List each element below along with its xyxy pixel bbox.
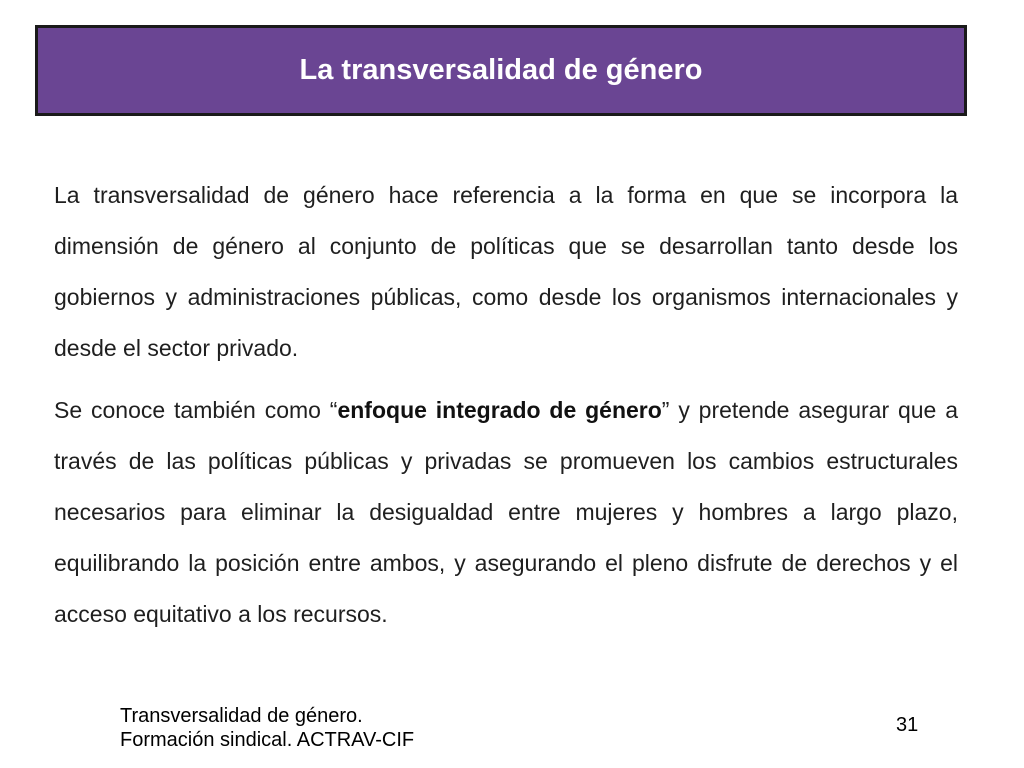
title-banner [35, 25, 967, 116]
paragraph-definition: La transversalidad de género hace referencia a la forma en que se incorpora la dimensión de género al conjunto de políticas que se desarrollan tanto desde los gobiernos y administraciones públicas, como desde los organismos internacionales y desde el sector privado. [54, 182, 958, 361]
paragraph-rest-text: ” y pretende asegurar que a través de las políticas públicas y privadas se promueven los cambios estructurales necesarios para eliminar la desigualdad entre mujeres y hombres a largo plazo, equilibrando la posición entre ambos, y asegurando el pleno disfrute de derechos y el acceso equitativo a los recursos. [54, 397, 958, 627]
footer-line-2: Formación sindical. ACTRAV-CIF [120, 729, 415, 751]
paragraph-lead-text: Se conoce también como “ [54, 397, 338, 423]
paragraph-integrated-approach [54, 385, 958, 640]
body-text [54, 170, 958, 651]
footer-line-1: Transversalidad de género. [120, 705, 363, 727]
slide-title: La transversalidad de género [299, 54, 703, 86]
footer-caption [120, 704, 414, 752]
page-number: 31 [896, 714, 919, 736]
emphasis-term: enfoque integrado de género [337, 397, 662, 423]
